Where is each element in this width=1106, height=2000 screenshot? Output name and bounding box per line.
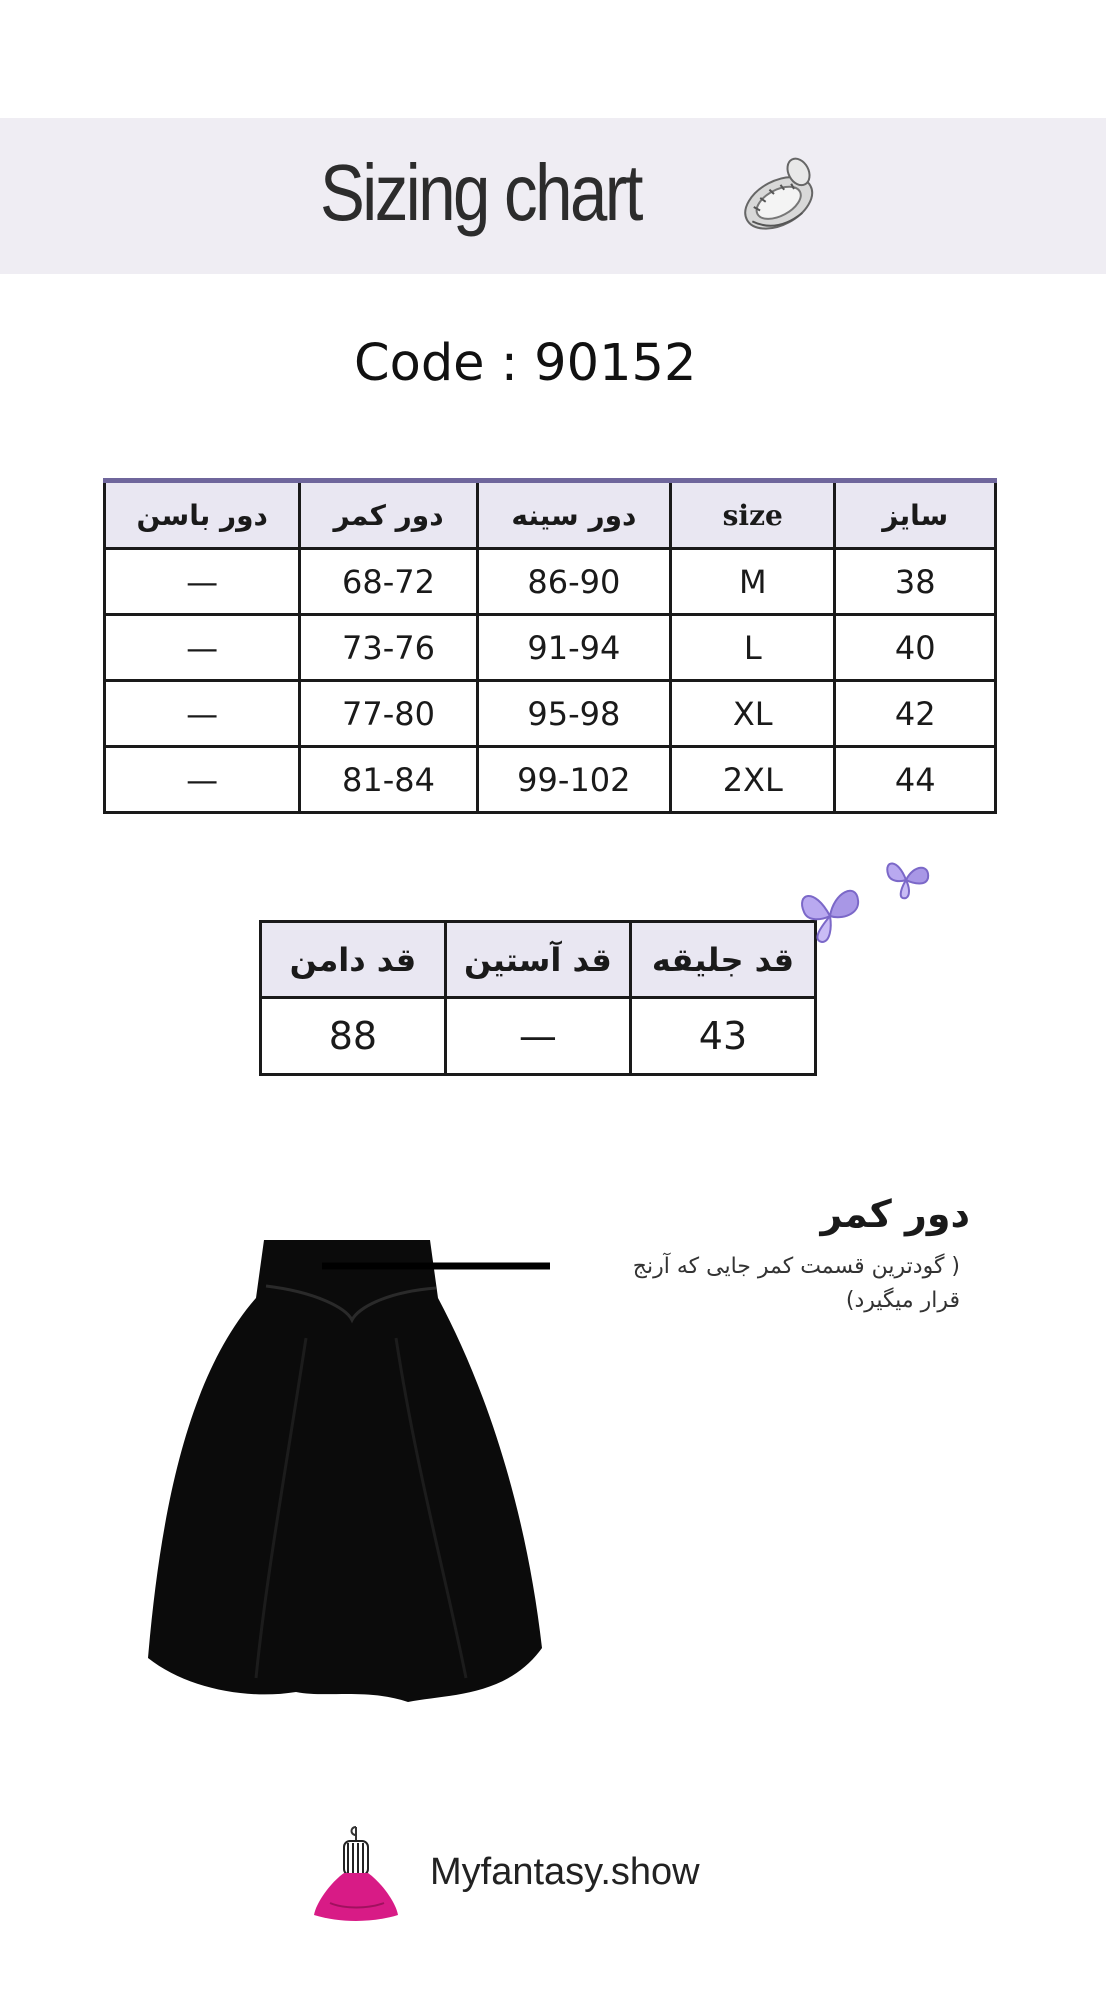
size-table-header-row	[105, 481, 996, 549]
cell-vest-length: 43	[630, 998, 815, 1075]
cell-waist: 77-80	[300, 681, 477, 747]
cell-waist: 73-76	[300, 615, 477, 681]
table-row	[105, 747, 996, 813]
cell-chest: 91-94	[477, 615, 670, 681]
cell-hip: —	[105, 615, 300, 681]
dress-logo-icon	[310, 1823, 402, 1925]
size-table	[103, 478, 997, 814]
cell-size-letter: XL	[671, 681, 835, 747]
header-size-en: size	[671, 481, 835, 549]
page-title: Sizing chart	[320, 148, 641, 237]
table-row	[105, 549, 996, 615]
brand-name: Myfantasy.show	[430, 1851, 700, 1893]
header-vest-length: قد جلیقه	[630, 922, 815, 998]
waist-note: ( گودترین قسمت کمر جایی که آرنج قرار میگیرد)	[632, 1254, 960, 1313]
measuring-tape-icon	[732, 156, 828, 246]
cell-size-number: 38	[835, 549, 996, 615]
butterfly-icon	[794, 876, 866, 948]
cell-hip: —	[105, 747, 300, 813]
header-chest: دور سینه	[477, 481, 670, 549]
cell-chest: 99-102	[477, 747, 670, 813]
cell-size-number: 40	[835, 615, 996, 681]
cell-chest: 86-90	[477, 549, 670, 615]
header-skirt-length: قد دامن	[261, 922, 446, 998]
cell-size-number: 42	[835, 681, 996, 747]
cell-waist: 68-72	[300, 549, 477, 615]
cell-size-letter: 2XL	[671, 747, 835, 813]
length-table-header-row	[261, 922, 816, 998]
cell-skirt-length: 88	[261, 998, 446, 1075]
cell-size-letter: M	[671, 549, 835, 615]
waist-title: دور کمر	[820, 1192, 970, 1236]
butterfly-icon	[878, 850, 934, 904]
skirt-image	[146, 1238, 556, 1702]
header-waist: دور کمر	[300, 481, 477, 549]
header-sleeve-length: قد آستین	[445, 922, 630, 998]
cell-size-number: 44	[835, 747, 996, 813]
cell-hip: —	[105, 681, 300, 747]
cell-sleeve-length: —	[445, 998, 630, 1075]
product-code: Code : 90152	[354, 334, 697, 393]
table-row	[105, 681, 996, 747]
table-row	[105, 615, 996, 681]
header-hip: دور باسن	[105, 481, 300, 549]
cell-chest: 95-98	[477, 681, 670, 747]
cell-size-letter: L	[671, 615, 835, 681]
table-row	[261, 998, 816, 1075]
header-size-fa: سایز	[835, 481, 996, 549]
length-table	[259, 920, 817, 1076]
cell-waist: 81-84	[300, 747, 477, 813]
cell-hip: —	[105, 549, 300, 615]
